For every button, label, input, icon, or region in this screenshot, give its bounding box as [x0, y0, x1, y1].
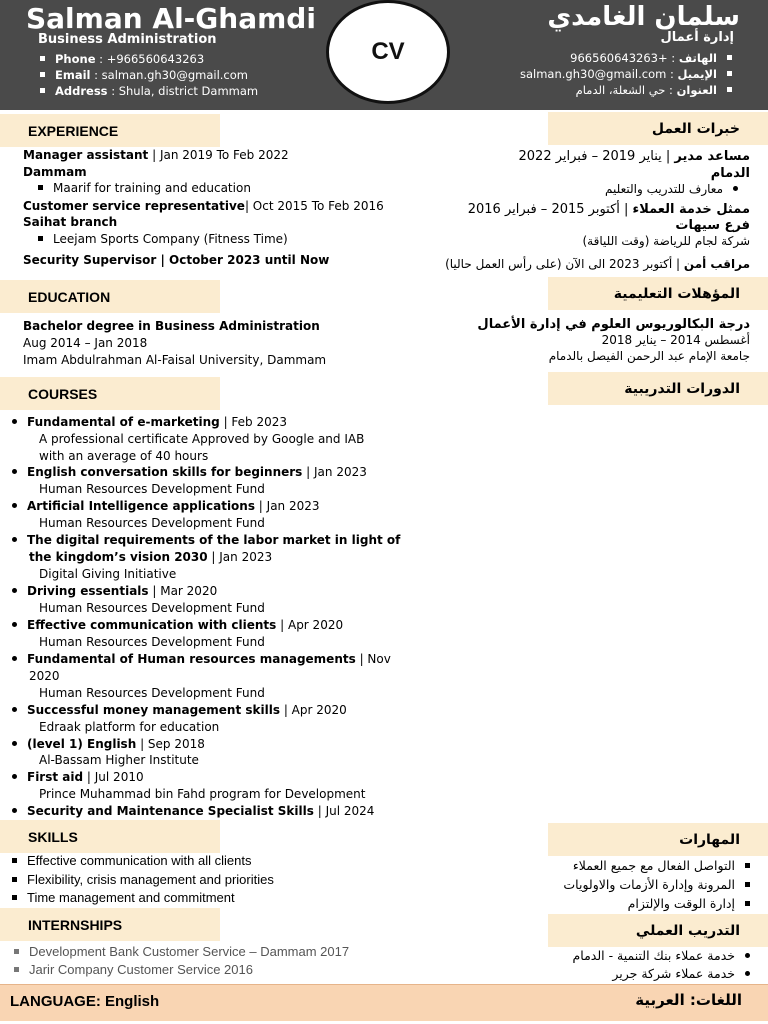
bullet-icon	[12, 419, 17, 424]
section-heading-education: EDUCATION	[0, 280, 220, 313]
job-2-line: Customer service representative| Oct 2015 To Feb 2016	[23, 199, 384, 213]
job-1-line: Manager assistant | Jan 2019 To Feb 2022	[23, 148, 289, 162]
education-dates: Aug 2014 – Jan 2018	[23, 336, 148, 350]
contact-address: Address : Shula, district Dammam	[40, 84, 258, 100]
bullet-icon	[12, 895, 17, 900]
education-school: Imam Abdulrahman Al-Faisal University, Dammam	[23, 353, 327, 367]
bullet-icon	[745, 953, 750, 958]
bullet-icon	[12, 774, 17, 779]
section-heading-internships: INTERNSHIPS	[0, 908, 220, 941]
job-2-org-ar: شركة لجام للرياضة (وقت اللياقة)	[582, 234, 750, 248]
header-banner	[0, 0, 768, 110]
skill-2: Flexibility, crisis management and priorities	[12, 871, 274, 888]
skill-2-ar: المرونة وإدارة الأزمات والاولويات	[563, 877, 750, 892]
bullet-icon	[727, 71, 732, 76]
skill-1: Effective communication with all clients	[12, 852, 251, 869]
course-9: (level 1) English | Sep 2018	[12, 736, 205, 753]
course-6: Effective communication with clients | Apr 2020	[12, 617, 343, 634]
education-dates-ar: أغسطس 2014 – يناير 2018	[601, 333, 750, 347]
name-arabic: سلمان الغامدي	[547, 2, 740, 32]
contact-address-ar: العنوان : حي الشعلة، الدمام	[520, 83, 732, 99]
course-7-line2: 2020	[29, 669, 60, 683]
job-1-city: Dammam	[23, 165, 87, 179]
skill-1-ar: التواصل الفعال مع جميع العملاء	[573, 858, 750, 873]
section-heading-skills: SKILLS	[0, 820, 220, 853]
contact-email-ar: الإيميل : salman.gh30@gmail.com	[520, 67, 732, 83]
bullet-icon	[12, 622, 17, 627]
course-3: Artificial Intelligence applications | Jan 2023	[12, 498, 320, 515]
course-5: Driving essentials | Mar 2020	[12, 583, 217, 600]
language-arabic: اللغات: العربية	[635, 991, 742, 1009]
bullet-icon	[14, 949, 19, 954]
bullet-icon	[12, 469, 17, 474]
course-4: The digital requirements of the labor market in light of	[12, 532, 400, 549]
bullet-icon	[727, 87, 732, 92]
course-10: First aid | Jul 2010	[12, 769, 144, 786]
course-7-sub: Human Resources Development Fund	[39, 686, 265, 700]
bullet-icon	[14, 967, 19, 972]
bullet-icon	[12, 877, 17, 882]
job-2-branch-ar: فرع سيهات	[675, 218, 750, 233]
bullet-icon	[40, 72, 45, 77]
section-heading-internships-ar: التدريب العملي	[548, 914, 768, 947]
course-8-sub: Edraak platform for education	[39, 720, 220, 734]
contact-phone: Phone : +966560643263	[40, 52, 258, 68]
language-bar	[0, 984, 768, 1021]
course-5-sub: Human Resources Development Fund	[39, 601, 265, 615]
section-heading-education-ar: المؤهلات التعليمية	[548, 277, 768, 310]
contact-list-english	[40, 52, 258, 100]
course-8: Successful money management skills | Apr 2020	[12, 702, 347, 719]
course-1-sub: A professional certificate Approved by Google and IAB	[39, 432, 365, 446]
course-3-sub: Human Resources Development Fund	[39, 516, 265, 530]
education-degree-ar: درجة البكالوريوس العلوم في إدارة الأعمال	[477, 317, 750, 332]
section-heading-experience-ar: خبرات العمل	[548, 112, 768, 145]
course-1: Fundamental of e-marketing | Feb 2023	[12, 414, 287, 431]
skill-3: Time management and commitment	[12, 889, 235, 906]
bullet-icon	[733, 186, 738, 191]
bullet-icon	[12, 588, 17, 593]
bullet-icon	[745, 882, 750, 887]
course-6-sub: Human Resources Development Fund	[39, 635, 265, 649]
bullet-icon	[40, 88, 45, 93]
contact-list-arabic	[520, 51, 732, 99]
course-2: English conversation skills for beginners | Jan 2023	[12, 464, 367, 481]
internship-2: Jarir Company Customer Service 2016	[14, 961, 253, 978]
section-heading-courses: COURSES	[0, 377, 220, 410]
bullet-icon	[12, 741, 17, 746]
role-arabic: إدارة أعمال	[660, 30, 734, 45]
job-3-line-ar: مراقب أمن | أكتوبر 2023 الى الآن (على رأس العمل حاليا)	[445, 257, 750, 271]
skill-3-ar: إدارة الوقت والإلتزام	[628, 896, 750, 911]
bullet-icon	[38, 185, 43, 190]
bullet-icon	[745, 901, 750, 906]
bullet-icon	[12, 858, 17, 863]
bullet-icon	[12, 707, 17, 712]
education-school-ar: جامعة الإمام عبد الرحمن الفيصل بالدمام	[548, 349, 750, 363]
bullet-icon	[12, 656, 17, 661]
job-1-line-ar: مساعد مدير | يناير 2019 – فبراير 2022	[518, 149, 750, 164]
internship-1-ar: خدمة عملاء بنك التنمية - الدمام	[573, 948, 750, 963]
course-4-sub: Digital Giving Initiative	[39, 567, 177, 581]
contact-email: Email : salman.gh30@gmail.com	[40, 68, 258, 84]
section-heading-courses-ar: الدورات التدريبية	[548, 372, 768, 405]
course-9-sub: Al-Bassam Higher Institute	[39, 753, 199, 767]
course-7: Fundamental of Human resources managements | Nov	[12, 651, 391, 668]
course-2-sub: Human Resources Development Fund	[39, 482, 265, 496]
job-3-line: Security Supervisor | October 2023 until Now	[23, 253, 330, 267]
course-1-sub2: with an average of 40 hours	[39, 449, 209, 463]
internship-2-ar: خدمة عملاء شركة جرير	[612, 966, 750, 981]
job-2-line-ar: ممثل خدمة العملاء | أكتوبر 2015 – فبراير 2016	[467, 202, 750, 217]
role-english: Business Administration	[38, 32, 217, 47]
bullet-icon	[12, 537, 17, 542]
section-heading-skills-ar: المهارات	[548, 823, 768, 856]
job-1-city-ar: الدمام	[710, 166, 750, 181]
bullet-icon	[727, 55, 732, 60]
course-11: Security and Maintenance Specialist Skills | Jul 2024	[12, 803, 374, 820]
language-english: LANGUAGE: English	[10, 993, 160, 1010]
education-degree: Bachelor degree in Business Administration	[23, 319, 320, 333]
job-2-org: Leejam Sports Company (Fitness Time)	[38, 231, 288, 248]
course-10-sub: Prince Muhammad bin Fahd program for Development	[39, 787, 366, 801]
bullet-icon	[12, 503, 17, 508]
name-english: Salman Al-Ghamdi	[26, 2, 316, 35]
internship-1: Development Bank Customer Service – Dammam 2017	[14, 943, 349, 960]
cv-badge: CV	[326, 0, 450, 104]
bullet-icon	[745, 863, 750, 868]
job-1-org-ar: معارف للتدريب والتعليم	[605, 182, 738, 196]
job-1-org: Maarif for training and education	[38, 180, 251, 197]
job-2-branch: Saihat branch	[23, 215, 118, 229]
course-4-line2: the kingdom’s vision 2030 | Jan 2023	[29, 550, 273, 564]
bullet-icon	[38, 236, 43, 241]
contact-phone-ar: الهاتف : +966560643263	[520, 51, 732, 67]
section-heading-experience: EXPERIENCE	[0, 114, 220, 147]
bullet-icon	[40, 56, 45, 61]
bullet-icon	[12, 808, 17, 813]
bullet-icon	[745, 971, 750, 976]
